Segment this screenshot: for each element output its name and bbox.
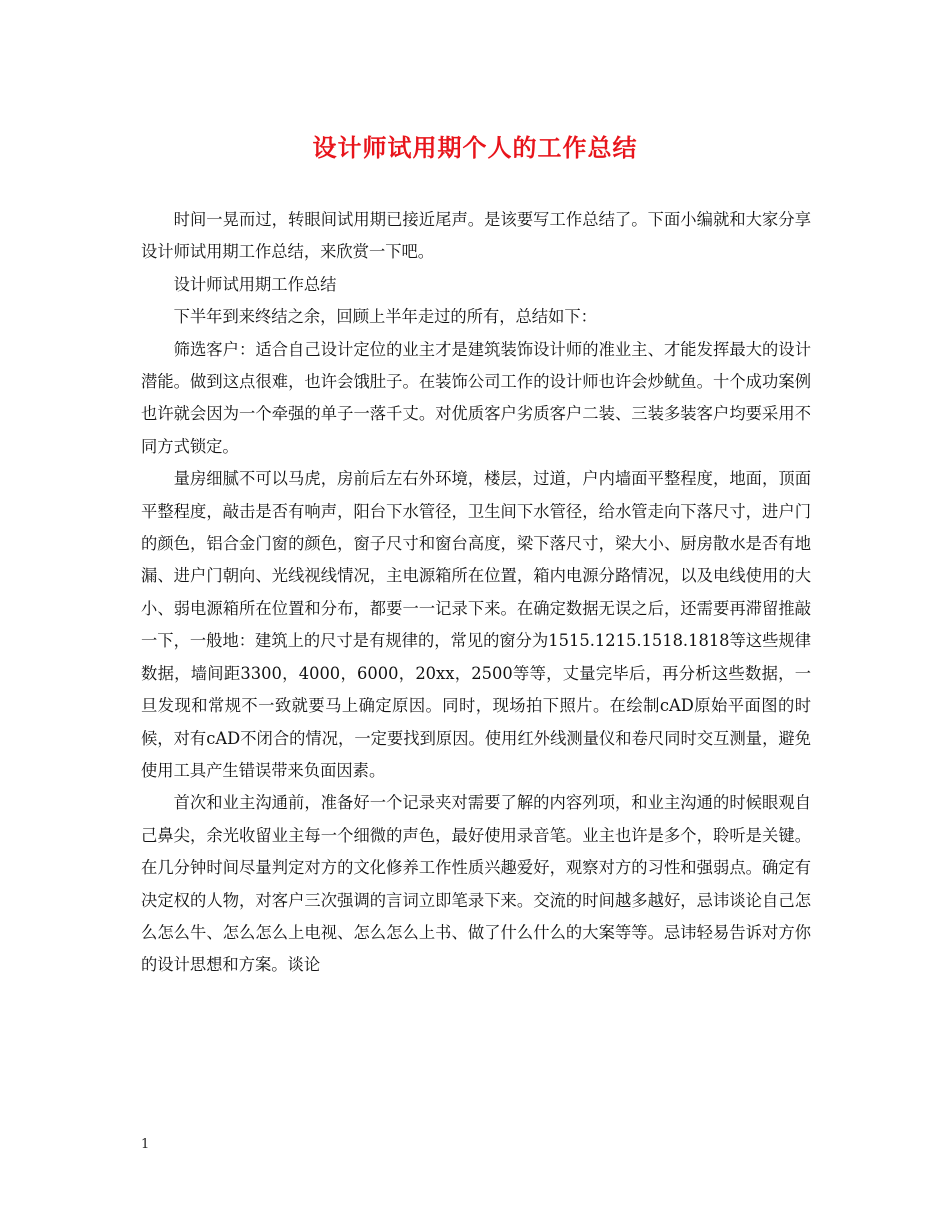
paragraph-communication: 首次和业主沟通前，准备好一个记录夹对需要了解的内容列项，和业主沟通的时候眼观自己鼻尖，余光收留业主每一个细微的声色，最好使用录音笔。业主也许是多个，聆听是关键。在几分钟时间尽量判定对方的文化修养工作性质兴趣爱好，观察对方的习性和强弱点。确定有决定权的人物，对客户三次强调的言词立即笔录下来。交流的时间越多越好，忌讳谈论自己怎么怎么牛、怎么怎么上电视、怎么怎么上书、做了什么什么的大案等等。忌讳轻易告诉对方你的设计思想和方案。谈论 — [141, 793, 811, 975]
paragraph-subtitle: 设计师试用期工作总结 — [173, 274, 337, 294]
paragraph-measurement: 量房细腻不可以马虎，房前后左右外环境，楼层，过道，户内墙面平整程度，地面，顶面平整程度，敲击是否有响声，阳台下水管径，卫生间下水管径，给水管走向下落尺寸，进户门的颜色，铝合金门窗的颜色，窗子尺寸和窗台高度，梁下落尺寸，梁大小、厨房散水是否有地漏、进户门朝向、光线视线情况，主电源箱所在位置，箱内电源分路情况，以及电线使用的大小、弱电源箱所在位置和分布，都要一一记录下来。在确定数据无误之后，还需要再滞留推敲一下，一般地：建筑上的尺寸是有规律的，常见的窗分为1515.1215.1518.1818等这些规律数据，墙间距3300，4000，6000，20xx，2500等等，丈量完毕后，再分析这些数据，一旦发现和常规不一致就要马上确定原因。同时，现场拍下照片。在绘制cAD原始平面图的时候，对有cAD不闭合的情况，一定要找到原因。使用红外线测量仪和卷尺同时交互测量，避免使用工具产生错误带来负面因素。 — [141, 469, 811, 780]
paragraph-summary-lead: 下半年到来终结之余，回顾上半年走过的所有，总结如下： — [173, 307, 597, 327]
paragraph-intro: 时间一晃而过，转眼间试用期已接近尾声。是该要写工作总结了。下面小编就和大家分享设计师试用期工作总结，来欣赏一下吧。 — [141, 210, 811, 262]
paragraph-client-screening: 筛选客户：适合自己设计定位的业主才是建筑装饰设计师的准业主、才能发挥最大的设计潜能。做到这点很难，也许会饿肚子。在装饰公司工作的设计师也许会炒鱿鱼。十个成功案例也许就会因为一个牵强的单子一落千丈。对优质客户劣质客户二装、三装多装客户均要采用不同方式锁定。 — [141, 339, 811, 456]
document-title: 设计师试用期个人的工作总结 — [312, 133, 638, 162]
page-number: 1 — [141, 1137, 150, 1152]
document-body — [141, 204, 811, 982]
